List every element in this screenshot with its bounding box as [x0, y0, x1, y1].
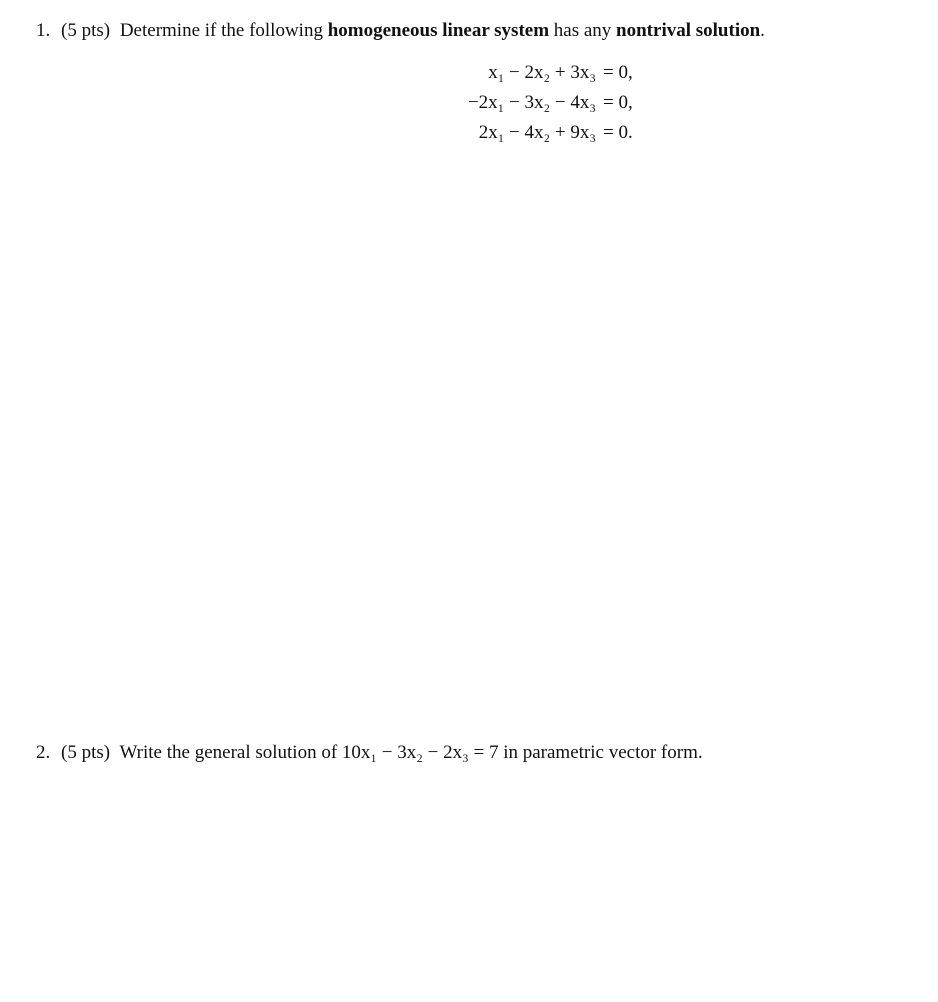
equation-rhs: = 0, [603, 62, 633, 83]
problem-number: 1. [36, 20, 51, 41]
linear-system [0, 62, 938, 152]
equation-lhs: x₁ − 2x₂ + 3x₃ [488, 62, 596, 83]
problem-1 [36, 19, 765, 43]
problem-2 [36, 741, 703, 765]
bold-term: nontrival solution [616, 20, 761, 41]
problem-text: Write the general solution of [119, 742, 338, 763]
problem-points: (5 pts) [61, 20, 111, 41]
problem-text: . [760, 20, 765, 41]
problem-text: Determine if the following [119, 20, 323, 41]
bold-term: homogeneous linear system [327, 20, 550, 41]
problem-points: (5 pts) [61, 742, 111, 763]
equation-rhs: = 0, [603, 92, 633, 113]
equation-row [0, 62, 938, 92]
equation-lhs: −2x₁ − 3x₂ − 4x₃ [467, 92, 596, 113]
equation-lhs: 2x₁ − 4x₂ + 9x₃ [478, 122, 596, 143]
equation-rhs: = 0. [603, 122, 633, 143]
problem-number: 2. [36, 742, 51, 763]
problem-text: in parametric vector form. [503, 742, 703, 763]
equation-inline: 10x₁ − 3x₂ − 2x₃ = 7 [341, 742, 499, 763]
equation-row [0, 92, 938, 122]
problem-text: has any [553, 20, 612, 41]
equation-row [0, 122, 938, 152]
